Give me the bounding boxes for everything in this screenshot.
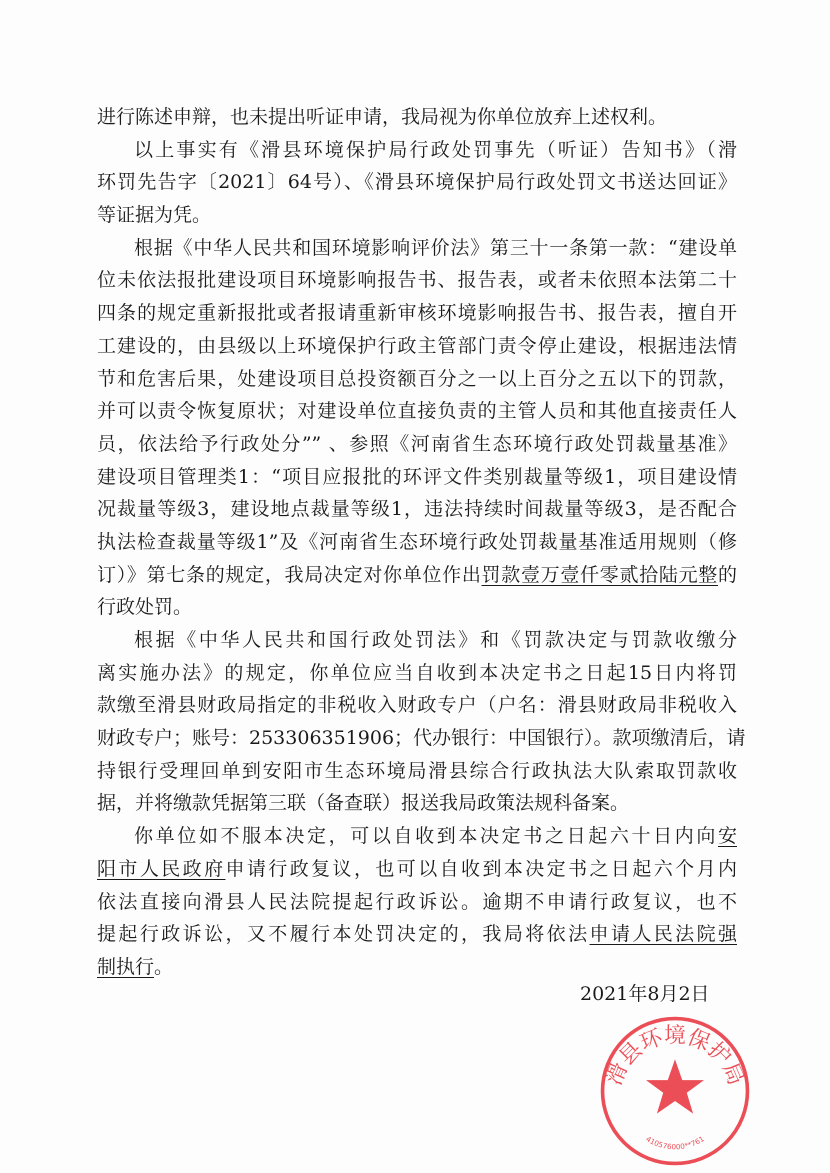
text-segment: 建设项目管理类1：“项目应报批的环评文件类别裁量等级1，项目建设情 (97, 465, 737, 488)
seal-code: 410576000**761 (644, 1134, 706, 1152)
text-line (97, 526, 737, 559)
official-seal-icon (598, 1014, 752, 1168)
text-segment: 财政专户；账号：253306351906；代办银行：中国银行）。款项缴清后，请 (97, 727, 746, 750)
text-line (97, 428, 737, 461)
underlined-text: 制执行 (97, 955, 155, 978)
text-segment: 节和危害后果，处建设项目总投资额百分之一以上百分之五以下的罚款， (97, 367, 737, 390)
seal-text: 滑县环境保护局 (601, 1023, 749, 1089)
text-segment: 持银行受理回单到安阳市生态环境局滑县综合行政执法大队索取罚款收 (97, 759, 737, 782)
text-line (97, 232, 737, 265)
text-segment: 以上事实有《滑县环境保护局行政处罚事先（听证）告知书》（滑 (134, 138, 737, 161)
text-line (97, 101, 737, 134)
text-segment: 根据《中华人民共和国行政处罚法》和《罚款决定与罚款收缴分 (134, 629, 737, 651)
text-line (97, 689, 737, 722)
text-segment: 依法直接向滑县人民法院提起行政诉讼。逾期不申请行政复议，也不 (97, 890, 737, 913)
text-segment: 离实施办法》的规定，你单位应当自收到本决定书之日起15日内将罚 (97, 661, 737, 684)
underlined-text: 申请人民法院强 (589, 923, 737, 946)
paragraph (97, 101, 737, 134)
text-line (97, 461, 737, 494)
text-segment: 并可以责令恢复原状；对建设单位直接负责的主管人员和其他直接责任人 (97, 400, 737, 423)
text-line (97, 918, 737, 951)
document-date: 2021年8月2日 (580, 983, 710, 1005)
text-segment: 等证据为凭。 (97, 204, 212, 227)
text-line (97, 820, 737, 853)
text-segment: 。 (154, 955, 174, 978)
text-segment: 行政处罚。 (97, 596, 193, 619)
text-line (97, 264, 737, 297)
text-segment: 提起行政诉讼，又不履行本处罚决定的，我局将依法 (97, 923, 590, 946)
text-segment: 根据《中华人民共和国环境影响评价法》第三十一条第一款：“建设单 (134, 236, 737, 259)
paragraph (97, 134, 737, 232)
text-line (97, 591, 737, 624)
text-line (97, 787, 737, 820)
paragraph (97, 232, 737, 624)
star-icon (646, 1059, 704, 1113)
text-segment: 进行陈述申辩，也未提出听证申请，我局视为你单位放弃上述权利。 (97, 106, 668, 128)
text-line (97, 363, 737, 396)
text-line (97, 395, 737, 428)
text-segment: 况裁量等级3，建设地点裁量等级1，违法持续时间裁量等级3，是否配合 (97, 498, 737, 521)
text-line (97, 297, 737, 330)
underlined-text: 罚款壹万壹仟零贰拾陆元整 (481, 563, 718, 586)
text-line (97, 886, 737, 919)
text-segment: 申请行政复议，也可以自收到本决定书之日起六个月内 (225, 857, 737, 880)
text-segment: 你单位如不服本决定，可以自收到本决定书之日起六十日内向 (134, 825, 718, 848)
text-line (97, 199, 737, 232)
underlined-text: 安 (717, 825, 737, 848)
text-line (97, 330, 737, 363)
paragraph (97, 624, 746, 820)
text-line (97, 722, 746, 755)
text-line (97, 624, 737, 657)
text-line (97, 657, 737, 690)
underlined-text: 阳市人民政府 (97, 857, 226, 880)
text-line (97, 951, 737, 984)
text-line (97, 853, 737, 886)
text-segment: 环罚先告字〔2021〕64号）、《滑县环境保护局行政处罚文书送达回证》 (97, 171, 737, 194)
paragraph (97, 820, 737, 983)
text-line (97, 755, 737, 788)
text-line (97, 493, 737, 526)
text-line (97, 559, 737, 592)
text-segment: 员，依法给予行政处分”” 、参照《河南省生态环境行政处罚裁量基准》 (97, 432, 737, 455)
text-segment: 据，并将缴款凭据第三联（备查联）报送我局政策法规科备案。 (97, 792, 630, 815)
text-segment: 工建设的，由县级以上环境保护行政主管部门责令停止建设，根据违法情 (97, 334, 737, 357)
text-segment: 执法检查裁量等级1”及《河南省生态环境行政处罚裁量基准适用规则（修 (97, 530, 737, 553)
text-segment: 位未依法报批建设项目环境影响报告书、报告表，或者未依照本法第二十 (97, 269, 737, 292)
text-line (97, 166, 737, 199)
text-segment: 的 (717, 563, 737, 586)
document-body (97, 101, 746, 984)
text-segment: 四条的规定重新报批或者报请重新审核环境影响报告书、报告表，擅自开 (97, 302, 737, 325)
text-segment: 订）》第七条的规定，我局决定对你单位作出 (97, 563, 482, 586)
text-segment: 款缴至滑县财政局指定的非税收入财政专户（户名：滑县财政局非税收入 (97, 694, 737, 717)
text-line (97, 134, 737, 167)
